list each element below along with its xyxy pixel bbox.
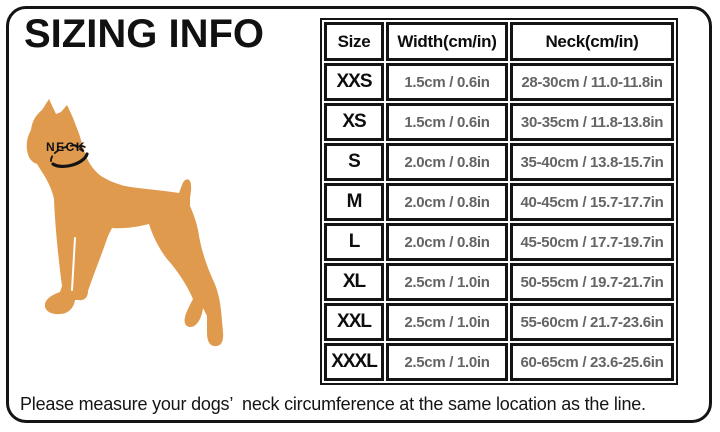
neck-cell: 45-50cm / 17.7-19.7in	[510, 223, 674, 261]
neck-cell: 55-60cm / 21.7-23.6in	[510, 303, 674, 341]
table-row	[324, 143, 674, 181]
width-cell: 2.0cm / 0.8in	[386, 223, 508, 261]
table-row	[324, 343, 674, 381]
size-cell: S	[324, 143, 384, 181]
neck-cell: 35-40cm / 13.8-15.7in	[510, 143, 674, 181]
neck-cell: 60-65cm / 23.6-25.6in	[510, 343, 674, 381]
size-cell: L	[324, 223, 384, 261]
width-cell: 2.0cm / 0.8in	[386, 143, 508, 181]
table-row	[324, 183, 674, 221]
table-row	[324, 223, 674, 261]
table-header-row	[324, 22, 674, 61]
size-cell: XXL	[324, 303, 384, 341]
width-cell: 1.5cm / 0.6in	[386, 63, 508, 101]
size-cell: XXXL	[324, 343, 384, 381]
column-header-size: Size	[324, 22, 384, 61]
dog-silhouette-icon	[27, 99, 223, 346]
sizing-table	[320, 18, 678, 385]
page-title: SIZING INFO	[24, 12, 264, 56]
size-cell: M	[324, 183, 384, 221]
table-row	[324, 103, 674, 141]
neck-cell: 30-35cm / 11.8-13.8in	[510, 103, 674, 141]
width-cell: 2.0cm / 0.8in	[386, 183, 508, 221]
column-header-neck: Neck(cm/in)	[510, 22, 674, 61]
width-cell: 2.5cm / 1.0in	[386, 263, 508, 301]
table-row	[324, 263, 674, 301]
measurement-note: Please measure your dogs’ neck circumference at the same location as the line.	[20, 394, 646, 414]
dog-illustration	[8, 86, 308, 386]
table-row	[324, 303, 674, 341]
neck-cell: 50-55cm / 19.7-21.7in	[510, 263, 674, 301]
width-cell: 2.5cm / 1.0in	[386, 303, 508, 341]
dog-svg	[8, 86, 308, 386]
size-cell: XXS	[324, 63, 384, 101]
width-cell: 1.5cm / 0.6in	[386, 103, 508, 141]
neck-cell: 28-30cm / 11.0-11.8in	[510, 63, 674, 101]
neck-cell: 40-45cm / 15.7-17.7in	[510, 183, 674, 221]
table-row	[324, 63, 674, 101]
column-header-width: Width(cm/in)	[386, 22, 508, 61]
size-cell: XS	[324, 103, 384, 141]
neck-label: NECK	[46, 140, 87, 154]
size-cell: XL	[324, 263, 384, 301]
width-cell: 2.5cm / 1.0in	[386, 343, 508, 381]
